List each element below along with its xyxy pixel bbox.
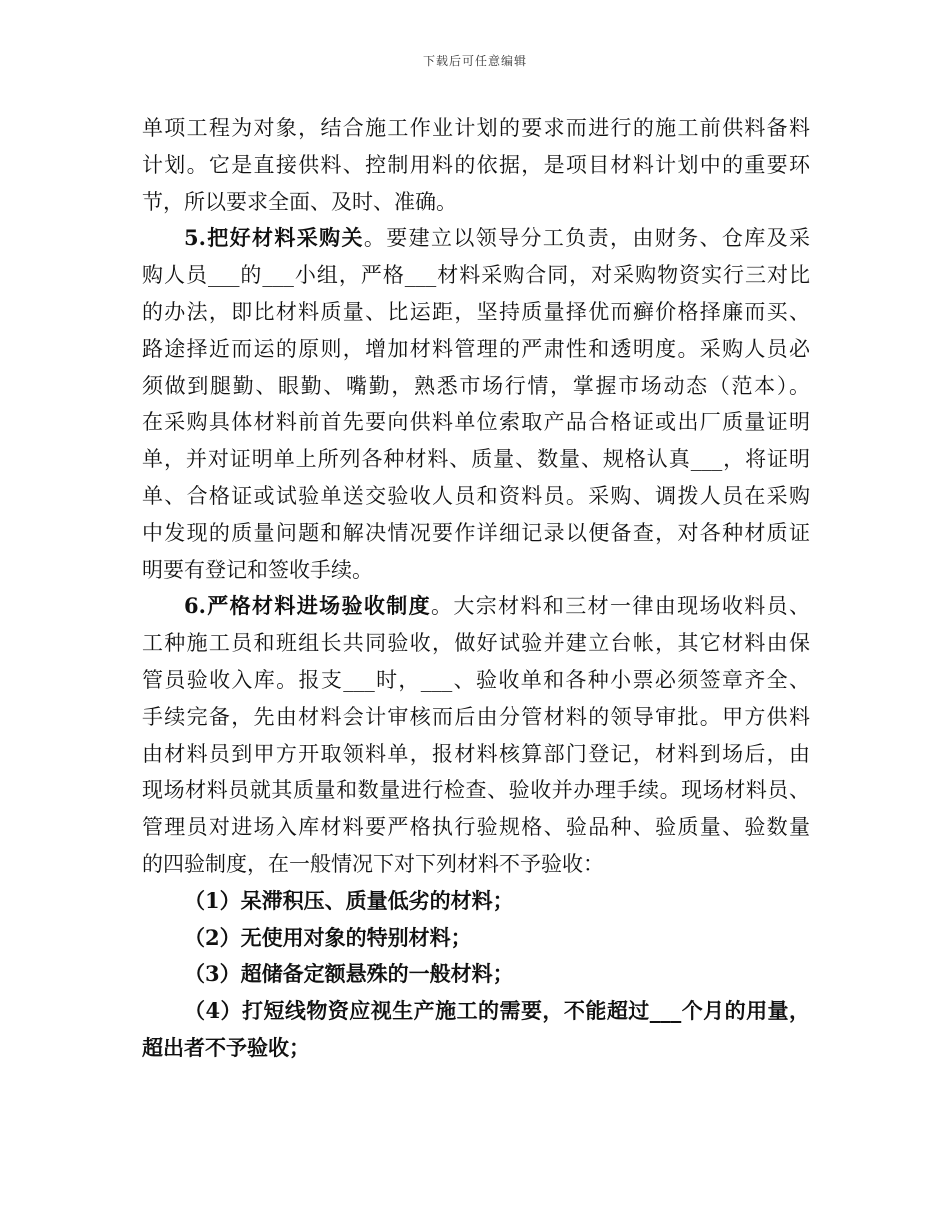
text-line: 中发现的质量问题和解决情况要作详细记录以便备查，对各种材质证: [142, 520, 810, 545]
text-line: 管员验收入库。报支___时，___、验收单和各种小票必须签章齐全、: [142, 667, 810, 692]
text-line: 单、合格证或试验单送交验收人员和资料员。采购、调拨人员在采购: [142, 483, 810, 508]
section-6-title: 6.严格材料进场验收制度: [184, 593, 432, 619]
page-header: 下载后可任意编辑: [422, 54, 527, 68]
text-line: 购人员___的___小组，严格___材料采购合同，对采购物资实行三对比: [142, 263, 810, 288]
text-line: 在采购具体材料前首先要向供料单位索取产品合格证或出厂质量证明: [142, 410, 810, 435]
document-body: [142, 110, 810, 1067]
text-line: 单，并对证明单上所列各种材料、质量、数量、规格认真___，将证明: [142, 447, 810, 472]
text-line: 现场材料员就其质量和数量进行检查、验收并办理手续。现场材料员、: [142, 778, 810, 803]
text-line: 计划。它是直接供料、控制用料的依据，是项目材料计划中的重要环: [142, 152, 810, 177]
section-5-title: 5.把好材料采购关: [184, 225, 364, 251]
section-6-text: 。大宗材料和三材一律由现场收料员、: [431, 594, 810, 619]
text-line: 工种施工员和班组长共同验收，做好试验并建立台帐，其它材料由保: [142, 631, 810, 656]
list-item-2: （2）无使用对象的特别材料；: [184, 924, 472, 950]
text-line: 单项工程为对象，结合施工作业计划的要求而进行的施工前供料备料: [142, 116, 810, 140]
text-line: 的四验制度，在一般情况下对下列材料不予验收：: [142, 851, 604, 876]
text-line: 手续完备，先由材料会计审核而后由分管材料的领导审批。甲方供料: [142, 704, 810, 729]
list-item-4-continuation: 超出者不予验收；: [142, 1034, 310, 1060]
text-line: 节，所以要求全面、及时、准确。: [142, 189, 457, 214]
section-5-text: 。要建立以领导分工负责，由财务、仓库及采: [363, 226, 810, 251]
text-line: 由材料员到甲方开取领料单，报材料核算部门登记，材料到场后，由: [142, 741, 810, 766]
text-line: 明要有登记和签收手续。: [142, 557, 373, 582]
list-item-1: （1）呆滞积压、质量低劣的材料；: [184, 887, 514, 913]
section-5-heading-line: [142, 220, 810, 257]
text-line: 路途择近而运的原则，增加材料管理的严肃性和透明度。采购人员必: [142, 336, 810, 361]
text-line: 须做到腿勤、眼勤、嘴勤，熟悉市场行情，掌握市场动态（范本）。: [142, 373, 810, 398]
list-item-3: （3）超储备定额悬殊的一般材料；: [184, 961, 514, 987]
list-item-4: （4）打短线物资应视生产施工的需要，不能超过___个月的用量，: [184, 998, 810, 1024]
text-line: 管理员对进场入库材料要严格执行验规格、验品种、验质量、验数量: [142, 815, 810, 840]
text-line: 的办法，即比材料质量、比运距，坚持质量择优而癣价格择廉而买、: [142, 299, 810, 324]
section-6-heading-line: [142, 588, 810, 625]
